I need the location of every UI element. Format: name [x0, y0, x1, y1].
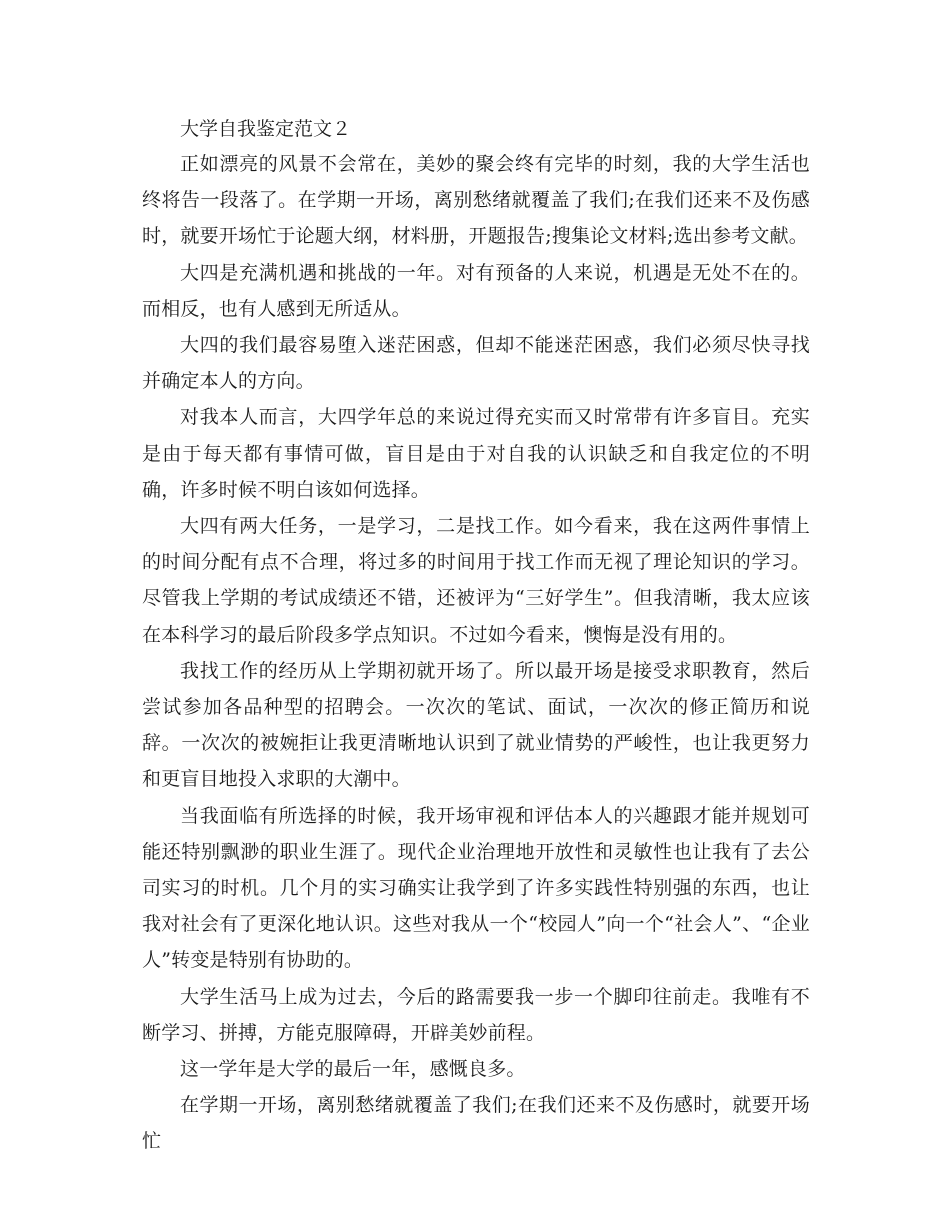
paragraph: 大四有两大任务，一是学习，二是找工作。如今看来，我在这两件事情上的时间分配有点不合理，将过多的时间用于找工作而无视了理论知识的学习。尽管我上学期的考试成绩还不错，还被评为“三好学生”。但我清晰，我太应该在本科学习的最后阶段多学点知识。不过如今看来，懊悔是没有用的。 — [142, 515, 810, 646]
paragraph: 当我面临有所选择的时候，我开场审视和评估本人的兴趣跟才能并规划可能还特别飘渺的职业生涯了。现代企业治理地开放性和灵敏性也让我有了去公司实习的时机。几个月的实习确实让我学到了许多实践性特别强的东西，也让我对社会有了更深化地认识。这些对我从一个“校园人”向一个“社会人”、“企业人”转变是特别有协助的。 — [142, 804, 810, 972]
document-page — [142, 112, 810, 1160]
paragraph: 正如漂亮的风景不会常在，美妙的聚会终有完毕的时刻，我的大学生活也终将告一段落了。在学期一开场，离别愁绪就覆盖了我们;在我们还来不及伤感时，就要开场忙于论题大纲，材料册，开题报告;搜集论文材料;选出参考文献。 — [142, 153, 810, 248]
paragraph: 这一学年是大学的最后一年，感慨良多。 — [180, 1058, 526, 1081]
paragraph: 我找工作的经历从上学期初就开场了。所以最开场是接受求职教育，然后尝试参加各品种型的招聘会。一次次的笔试、面试，一次次的修正简历和说辞。一次次的被婉拒让我更清晰地认识到了就业情势的严峻性，也让我更努力和更盲目地投入求职的大潮中。 — [142, 659, 810, 791]
document-title: 大学自我鉴定范文２ — [180, 118, 352, 140]
paragraph: 大四是充满机遇和挑战的一年。对有预备的人来说，机遇是无处不在的。而相反，也有人感到无所适从。 — [142, 261, 810, 320]
paragraph: 大学生活马上成为过去，今后的路需要我一步一个脚印往前走。我唯有不断学习、拼搏，方能克服障碍，开辟美妙前程。 — [142, 985, 810, 1044]
paragraph: 对我本人而言，大四学年总的来说过得充实而又时常带有许多盲目。充实是由于每天都有事情可做，盲目是由于对自我的认识缺乏和自我定位的不明确，许多时候不明白该如何选择。 — [142, 406, 810, 501]
paragraph: 大四的我们最容易堕入迷茫困惑，但却不能迷茫困惑，我们必须尽快寻找并确定本人的方向。 — [142, 334, 810, 393]
paragraph: 在学期一开场，离别愁绪就覆盖了我们;在我们还来不及伤感时，就要开场忙 — [142, 1094, 810, 1153]
